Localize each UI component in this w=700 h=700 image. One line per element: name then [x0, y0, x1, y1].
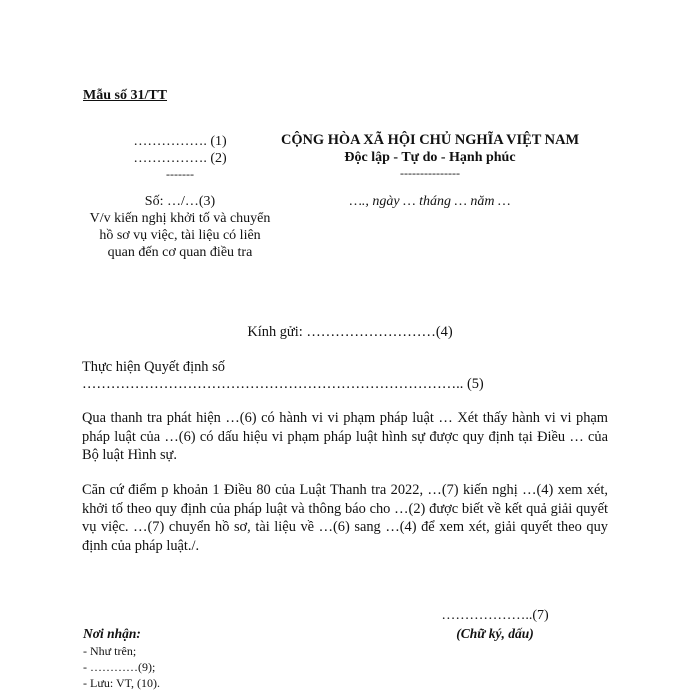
document-subject: V/v kiến nghị khởi tố và chuyển hồ sơ vụ việc, tài liệu có liên quan đến cơ quan điều tra	[89, 211, 271, 260]
signature-note: (Chữ ký, dấu)	[456, 626, 534, 641]
decision-number-dots: …………………………………………………………………….. (5)	[82, 376, 484, 392]
national-title: CỘNG HÒA XÃ HỘI CHỦ NGHĨA VIỆT NAM	[280, 132, 580, 148]
signer-name: ………………..(7)	[441, 608, 549, 623]
left-divider: -------	[166, 167, 194, 181]
recipient-label: Kính gửi:	[247, 324, 303, 340]
recipients-list	[83, 643, 160, 691]
recipient-value: ………………………(4)	[302, 324, 453, 340]
issuer-name-line: ……………. (1)	[133, 134, 227, 149]
document-number: Số: …/…(3)	[144, 194, 216, 209]
recommendation-paragraph: Căn cứ điểm p khoản 1 Điều 80 của Luật Thanh tra 2022, …(7) kiến nghị …(4) xem xét, khởi tố theo quy định của pháp luật và thông báo cho …(2) được biết về kết quả giải quyết vụ việc. …(7) chuyển hồ sơ, tài liệu về …(6) sang …(4) để xem xét, giải quyết theo quy định của pháp luật./.	[82, 482, 608, 554]
list-item: - …………(9);	[83, 660, 156, 674]
issuer-unit-line: ……………. (2)	[133, 151, 227, 166]
recipients-title: Nơi nhận:	[83, 626, 141, 641]
recipient-line	[0, 324, 700, 341]
list-item: - Lưu: VT, (10).	[83, 676, 161, 690]
list-item: - Như trên;	[83, 644, 137, 658]
finding-paragraph: Qua thanh tra phát hiện …(6) có hành vi vi phạm pháp luật … Xét thấy hành vi vi phạm pháp luật của …(6) có dấu hiệu vi phạm pháp luật hình sự được quy định tại Điều … của Bộ luật Hình sự.	[82, 410, 608, 463]
right-divider: ---------------	[400, 166, 460, 180]
national-motto: Độc lập - Tự do - Hạnh phúc	[344, 150, 516, 165]
decision-intro: Thực hiện Quyết định số	[82, 359, 225, 375]
date-line: …., ngày … tháng … năm …	[349, 194, 511, 209]
form-number: Mẫu số 31/TT	[83, 88, 168, 103]
